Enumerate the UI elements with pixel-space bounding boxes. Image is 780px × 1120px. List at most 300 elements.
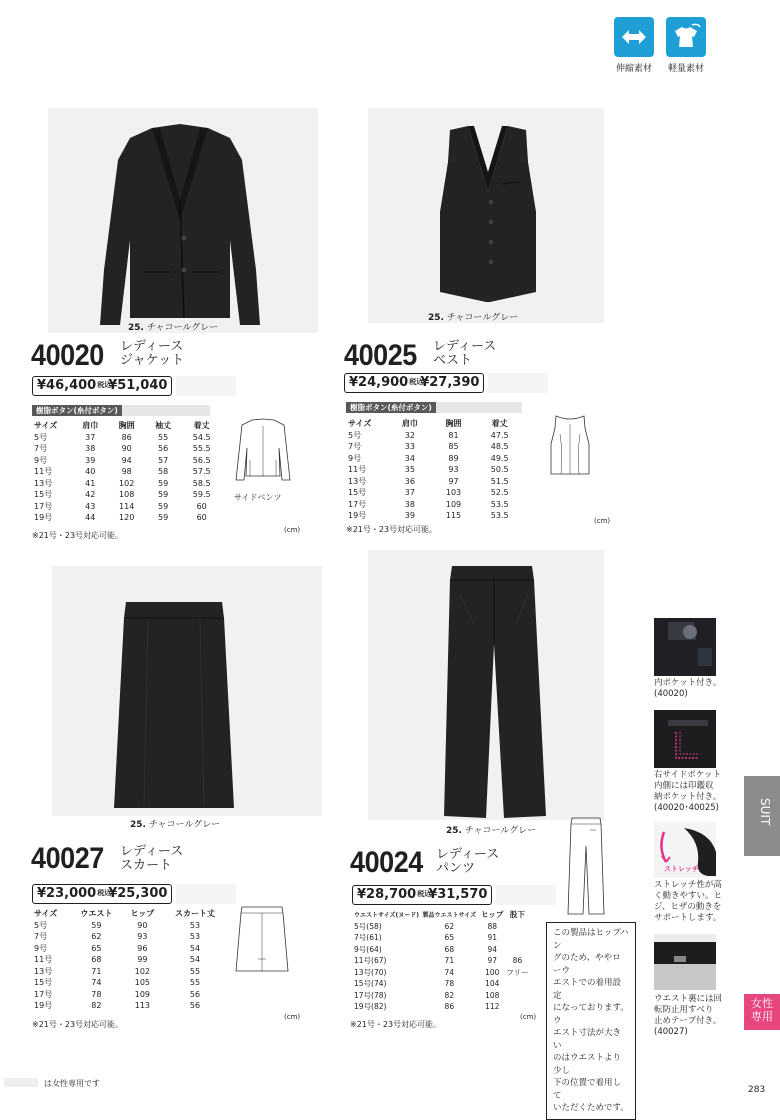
jacket-name-line2: ジャケット [120, 353, 185, 368]
feature-line: (40020) [654, 689, 688, 699]
cell: 42 [85, 490, 96, 500]
cell: 41 [85, 478, 96, 488]
skirt-product-name [120, 845, 183, 873]
table-row [348, 453, 524, 465]
badge-label-stretch: 伸縮素材 [615, 64, 652, 74]
feature-text-stretch [654, 880, 722, 924]
cell: 56 [158, 444, 169, 454]
table-row [354, 978, 530, 990]
cell: 102 [134, 966, 151, 976]
cell [505, 932, 530, 944]
cell: フリー [506, 967, 529, 977]
vest-unit: (cm) [594, 517, 611, 525]
cell: 56 [189, 989, 201, 999]
women-tab-line2: 専用 [751, 1010, 773, 1023]
jacket-tag-shade [120, 405, 210, 416]
pants-price: ¥28,700 [357, 887, 417, 902]
cell: 93 [137, 932, 148, 942]
pants-product-code: 40024 [350, 846, 423, 879]
cell: 34 [404, 453, 415, 463]
jacket-price-tax: ¥51,040 [108, 378, 168, 393]
pants-color-num: 25. [446, 826, 462, 836]
cell: 100 [485, 967, 500, 977]
cell: 19号 [348, 511, 367, 521]
vest-color-num: 25. [428, 313, 444, 323]
skirt-image [108, 598, 240, 816]
footer-note: は女性専用です [44, 1079, 100, 1088]
cell: 49.5 [490, 453, 509, 463]
cell: 99 [137, 955, 148, 965]
feature-photo-waist-tape [654, 934, 716, 990]
info-line: グのため、ややローウ [553, 953, 621, 976]
skirt-price: ¥23,000 [37, 886, 97, 901]
table-row [34, 432, 222, 444]
cell: 19号(82) [354, 1002, 387, 1012]
col-bust: 胸囲 [445, 419, 462, 429]
table-row [34, 931, 228, 943]
pants-name-line2: パンツ [436, 861, 476, 876]
jacket-back-caption: サイドベンツ [234, 493, 282, 502]
cell: 13号 [348, 476, 367, 486]
cell: 71 [444, 956, 455, 966]
cell: 19号 [34, 513, 53, 523]
cell: 112 [485, 1002, 500, 1012]
info-line: になっております。ウ [553, 1003, 629, 1026]
feature-line: 納ポケット付き。 [654, 792, 722, 802]
cell: 59 [158, 513, 169, 523]
cell: 58.5 [192, 478, 211, 488]
pants-name-line1: レディース [436, 847, 500, 862]
jacket-color-caption [128, 320, 218, 333]
cell: 114 [119, 501, 135, 511]
cell: 105 [134, 978, 151, 988]
table-row [354, 944, 530, 956]
table-row [348, 499, 524, 511]
cell: 37 [85, 432, 96, 442]
vest-back-sketch [548, 414, 592, 478]
col-size: サイズ [34, 421, 58, 431]
cell: 15号(74) [354, 979, 387, 989]
cell: 53.5 [490, 499, 509, 509]
cell: 62 [91, 932, 102, 942]
cell: 71 [91, 966, 102, 976]
feature-line: サポートします。 [654, 913, 722, 923]
jacket-button-tag: 樹脂ボタン(糸付ボタン) [32, 405, 122, 416]
cell: 54 [189, 943, 201, 953]
cell: 17号(78) [354, 990, 387, 1000]
vest-color-name: チャコールグレー [446, 313, 519, 323]
cell: 50.5 [490, 465, 509, 475]
cell: 86 [512, 956, 523, 966]
pants-product-name [436, 848, 499, 876]
table-row [348, 487, 524, 499]
cell: 53.5 [490, 511, 509, 521]
skirt-back-sketch [234, 905, 290, 973]
cell: 89 [448, 453, 459, 463]
jacket-unit: (cm) [284, 526, 301, 534]
col-size: サイズ [348, 419, 372, 429]
footer-women-mark [4, 1078, 38, 1087]
cell: 103 [445, 488, 462, 498]
info-line: 下の位置で着用して [553, 1078, 622, 1101]
cell: 15号 [34, 978, 53, 988]
cell: 88 [487, 921, 497, 931]
table-row [354, 932, 530, 944]
col-size: サイズ [34, 909, 58, 919]
cell: 65 [91, 943, 102, 953]
table-header-row [354, 909, 530, 921]
women-tab-line1: 女性 [751, 997, 773, 1010]
table-row [34, 966, 228, 978]
inner-pocket-photo-icon [654, 618, 716, 676]
cell: 55 [189, 966, 201, 976]
cell: 19号 [34, 1001, 53, 1011]
cell: 17号 [34, 501, 53, 511]
feature-line: ジ、ヒザの動きを [654, 902, 722, 912]
cell: 11号 [34, 955, 53, 965]
skirt-color-name: チャコールグレー [148, 820, 221, 830]
table-row [34, 489, 222, 501]
cell: 33 [404, 442, 415, 452]
skirt-name-line2: スカート [120, 858, 173, 873]
cell: 55.5 [192, 444, 211, 454]
stretch-material-badge [614, 17, 654, 57]
stretch-arrows-icon [614, 17, 654, 57]
table-header-row [34, 420, 222, 432]
cell: 53 [189, 932, 201, 942]
pants-unit: (cm) [520, 1013, 537, 1021]
vest-product-name [433, 340, 496, 368]
cell: 82 [91, 1001, 102, 1011]
cell: 59.5 [192, 490, 211, 500]
feature-line: く動きやすい。ヒ [654, 891, 723, 901]
skirt-color-num: 25. [130, 820, 146, 830]
vest-image [428, 122, 548, 312]
col-length: 着丈 [491, 419, 508, 429]
feature-line: 右サイドポケット [654, 770, 721, 780]
table-row [34, 1000, 228, 1012]
cell [505, 1001, 530, 1013]
cell: 56.5 [192, 455, 211, 465]
cell: 104 [485, 979, 500, 989]
cell: 7号(61) [354, 933, 382, 943]
col-waist-nude: ウエストサイズ(ヌード) [354, 912, 420, 920]
cell: 115 [445, 511, 462, 521]
skirt-name-line1: レディース [120, 844, 184, 859]
cell [505, 944, 530, 956]
cell: 62 [444, 921, 455, 931]
feature-line: (40027) [654, 1027, 688, 1037]
feature-photo-side-pocket [654, 710, 716, 768]
cell: 74 [444, 967, 455, 977]
pants-color-name: チャコールグレー [464, 826, 537, 836]
col-shoulder: 肩巾 [401, 419, 418, 429]
table-row [34, 455, 222, 467]
feature-line: (40020･40025) [654, 803, 719, 813]
cell: 9号 [34, 455, 48, 465]
cell: 5号 [34, 432, 48, 442]
cell: 48.5 [490, 442, 509, 452]
cell: 11号 [348, 465, 367, 475]
table-row [348, 430, 524, 442]
feature-text-waist-tape [654, 994, 722, 1038]
cell: 59 [158, 501, 169, 511]
cell: 47.5 [490, 430, 509, 440]
cell: 9号 [348, 453, 362, 463]
cell: 53 [189, 920, 201, 930]
skirt-color-caption [130, 817, 220, 830]
jacket-back-sketch [232, 418, 294, 486]
cell: 91 [487, 933, 497, 943]
col-shoulder: 肩巾 [82, 421, 99, 431]
table-row [348, 476, 524, 488]
jacket-tax-label: 税込 [97, 381, 112, 389]
cell: 52.5 [490, 488, 509, 498]
cell: 108 [485, 990, 500, 1000]
pants-tax-label: 税込 [417, 890, 432, 898]
cell: 82 [444, 990, 455, 1000]
cell: 94 [487, 944, 497, 954]
cell: 68 [91, 955, 102, 965]
col-length: 着丈 [193, 421, 210, 431]
cell: 113 [134, 1001, 151, 1011]
vest-tax-label: 税込 [409, 378, 424, 386]
table-header-row [34, 908, 228, 920]
vest-price-box [344, 373, 484, 393]
badge-label-lightweight: 軽量素材 [667, 64, 704, 74]
vest-size-table [348, 418, 524, 522]
cell: 37 [404, 488, 415, 498]
vest-price-shade [488, 373, 548, 393]
cell: 56 [189, 1001, 201, 1011]
table-row [34, 501, 222, 513]
cell [505, 921, 530, 933]
cell: 38 [85, 444, 96, 454]
feature-line: 転防止用すべり [654, 1005, 714, 1015]
cell: 5号 [348, 430, 362, 440]
table-header-row [348, 418, 524, 430]
cell: 32 [404, 430, 415, 440]
col-hip: ヒップ [481, 910, 504, 920]
cell: 97 [448, 476, 459, 486]
table-row [34, 977, 228, 989]
cell: 39 [85, 455, 96, 465]
cell: 90 [121, 444, 132, 454]
col-sleeve: 袖丈 [155, 421, 172, 431]
vest-button-tag: 樹脂ボタン(糸付ボタン) [346, 402, 436, 413]
info-line: エストでの着用設定 [553, 978, 622, 1001]
jacket-name-line1: レディース [120, 339, 184, 354]
cell: 43 [85, 501, 96, 511]
women-only-tab [744, 994, 780, 1030]
feature-line: 止めテープ付き。 [654, 1016, 722, 1026]
col-skirt-length: スカート丈 [174, 909, 215, 919]
pants-price-shade [496, 885, 556, 905]
cell: 93 [448, 465, 459, 475]
cell: 15号 [34, 490, 53, 500]
table-row [354, 955, 530, 967]
table-row [34, 466, 222, 478]
cell: 78 [91, 989, 102, 999]
table-row [348, 441, 524, 453]
col-waist: ウエスト [80, 909, 113, 919]
jacket-price: ¥46,400 [37, 378, 97, 393]
cell: 15号 [348, 488, 367, 498]
suit-tab-label: SUIT [758, 798, 772, 826]
skirt-product-code: 40027 [31, 842, 104, 875]
cell: 97 [487, 956, 497, 966]
cell: 51.5 [490, 476, 509, 486]
cell: 59 [91, 920, 102, 930]
pants-info-box [546, 922, 636, 1120]
cell: 35 [404, 465, 415, 475]
col-product-waist: 製品ウエストサイズ [422, 912, 477, 920]
jacket-image [80, 120, 280, 330]
info-line: いただくためです。 [553, 1103, 629, 1113]
pants-image [434, 564, 554, 822]
jacket-product-name [120, 340, 184, 368]
cell: 109 [134, 989, 151, 999]
pants-note: ※21号・23号対応可能。 [350, 1020, 442, 1029]
feature-line: 内側には印鑑収 [654, 781, 714, 791]
table-row [354, 1001, 530, 1013]
cell: 11号(67) [354, 956, 387, 966]
cell: 57 [158, 455, 169, 465]
cell: 68 [444, 944, 455, 954]
waist-tape-photo-icon [654, 934, 716, 990]
pants-price-tax: ¥31,570 [428, 887, 488, 902]
cell: 85 [448, 442, 459, 452]
table-row [348, 464, 524, 476]
col-hip: ヒップ [130, 909, 155, 919]
feature-text-inner-pocket [654, 678, 721, 700]
cell: 120 [119, 513, 135, 523]
lightweight-material-badge [666, 17, 706, 57]
cell: 60 [196, 501, 207, 511]
table-row [354, 967, 530, 979]
cell: 55 [189, 978, 201, 988]
cell: 36 [404, 476, 415, 486]
lightweight-material-icon [666, 17, 706, 57]
stretch-photo-label: ストレッチ [664, 865, 699, 873]
cell: 65 [444, 933, 455, 943]
cell: 98 [121, 467, 132, 477]
table-row [34, 478, 222, 490]
vest-price: ¥24,900 [349, 375, 409, 390]
cell: 5号 [34, 920, 48, 930]
table-row [34, 443, 222, 455]
cell: 38 [404, 499, 415, 509]
skirt-price-box [32, 884, 172, 904]
cell: 102 [119, 478, 135, 488]
cell [505, 978, 530, 990]
cell: 11号 [34, 467, 53, 477]
cell: 17号 [348, 499, 367, 509]
jacket-price-shade [176, 376, 236, 396]
feature-line: ウエスト裏には回 [654, 994, 723, 1004]
cell: 7号 [34, 444, 48, 454]
cell: 13号 [34, 966, 53, 976]
cell: 7号 [34, 932, 48, 942]
cell: 44 [85, 513, 96, 523]
cell: 96 [137, 943, 148, 953]
feature-line: 内ポケット付き。 [654, 678, 722, 688]
cell: 9号 [34, 943, 48, 953]
cell: 86 [444, 1002, 455, 1012]
table-row [34, 943, 228, 955]
cell: 109 [445, 499, 462, 509]
pants-back-sketch [566, 816, 606, 916]
feature-photo-inner-pocket [654, 618, 716, 676]
table-row [34, 954, 228, 966]
pants-size-table [354, 909, 530, 1013]
skirt-unit: (cm) [284, 1013, 301, 1021]
jacket-product-code: 40020 [31, 339, 104, 372]
cell: 54.5 [192, 432, 211, 442]
cell: 55 [158, 432, 169, 442]
jacket-size-table [34, 420, 222, 524]
skirt-price-shade [176, 884, 236, 904]
jacket-price-box [32, 376, 172, 396]
page-number: 283 [748, 1085, 766, 1095]
info-line: エスト寸法が大きい [553, 1028, 622, 1051]
cell: 59 [158, 478, 169, 488]
table-row [34, 512, 222, 524]
info-line: この製品はヒップハン [553, 928, 629, 951]
info-line: のはウエストより少し [553, 1053, 622, 1076]
skirt-size-table [34, 908, 228, 1012]
cell: 57.5 [192, 467, 211, 477]
cell: 81 [448, 430, 459, 440]
cell: 74 [91, 978, 102, 988]
vest-color-caption [428, 310, 518, 323]
cell: 9号(64) [354, 944, 382, 954]
vest-tag-shade [432, 402, 522, 413]
feature-line: ストレッチ性が高 [654, 880, 722, 890]
cell: 86 [121, 432, 132, 442]
cell: 59 [158, 490, 169, 500]
skirt-price-tax: ¥25,300 [108, 886, 168, 901]
cell: 17号 [34, 989, 53, 999]
cell: 78 [444, 979, 455, 989]
jacket-note: ※21号・23号対応可能。 [32, 531, 124, 540]
cell [505, 990, 530, 1002]
table-row [34, 989, 228, 1001]
cell: 60 [196, 513, 207, 523]
vest-name-line2: ベスト [433, 353, 473, 368]
cell: 94 [121, 455, 132, 465]
col-inseam: 股下 [509, 910, 525, 920]
cell: 58 [158, 467, 169, 477]
pants-color-caption [446, 823, 536, 836]
vest-note: ※21号・23号対応可能。 [346, 525, 438, 534]
cell: 40 [85, 467, 96, 477]
cell: 39 [404, 511, 415, 521]
cell: 54 [189, 955, 201, 965]
vest-product-code: 40025 [344, 339, 417, 372]
cell: 13号(70) [354, 967, 387, 977]
cell: 7号 [348, 442, 362, 452]
table-row [348, 510, 524, 522]
vest-price-tax: ¥27,390 [420, 375, 480, 390]
col-bust: 胸囲 [118, 421, 135, 431]
jacket-color-name: チャコールグレー [146, 323, 219, 333]
table-row [354, 990, 530, 1002]
cell: 108 [119, 490, 135, 500]
skirt-note: ※21号・23号対応可能。 [32, 1020, 124, 1029]
table-row [354, 921, 530, 933]
feature-text-side-pocket [654, 770, 721, 814]
